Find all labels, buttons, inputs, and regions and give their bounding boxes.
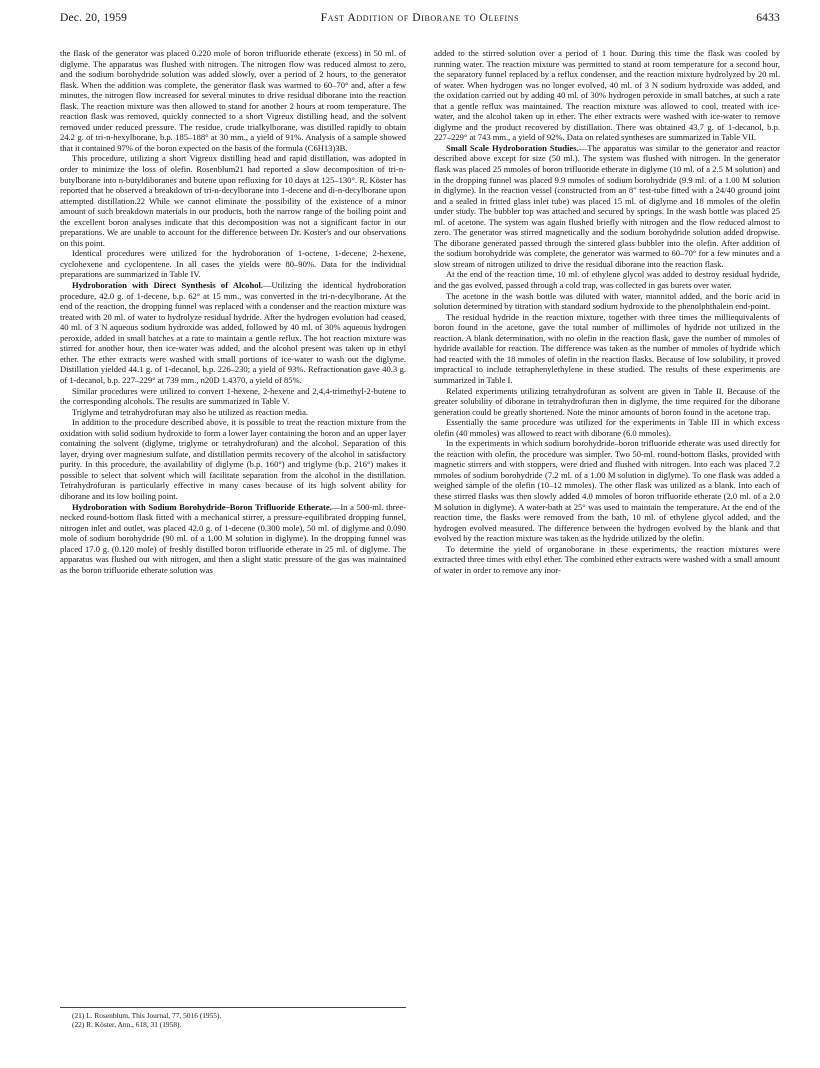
paragraph <box>60 502 406 576</box>
paragraph <box>434 269 780 290</box>
running-head <box>60 12 780 28</box>
paragraph <box>434 48 780 143</box>
paragraph-text: The residual hydride in the reaction mixture, together with three times the milliequivalents of boron found in the acetone, gave the total number of millimoles of hydride not utilized in the reaction. A blank determination, with no olefin in the reaction flask, gave the number of mmoles of hydride available for reaction. The difference was taken as the number of mmoles of hydride which had reacted with the 18 mmoles of olefin in the reaction flasks. Because of low solubility, it proved impractical to include tetraphenylethylene in these studied. The results of these experiments are summarized in Table I. <box>434 311 780 385</box>
page-number: 6433 <box>756 12 780 24</box>
footnote: (22) R. Köster, Ann., 618, 31 (1958). <box>72 1020 182 1030</box>
paragraph <box>434 438 780 543</box>
paragraph <box>60 386 406 407</box>
paragraph <box>60 48 406 153</box>
journal-page <box>60 0 780 1068</box>
paragraph <box>434 143 780 270</box>
footnote: (21) L. Rosenblum, This Journal, 77, 5016 (1955). <box>72 1011 222 1020</box>
issue-date: Dec. 20, 1959 <box>60 12 128 24</box>
paragraph-text: This procedure, utilizing a short Vigreux distilling head and rapid distillation, was adopted in order to minimize the loss of olefin. Rosenblum21 had reported a slow decomposition of tri-n-butylborane into n-butyldiboranes and butene upon refluxing for 10 days at 125–130°. R. Köster has reported that he observed a breakdown of tri-n-decylborane into 1-decene and di-n-decylborane upon attempted distillation.22 While we cannot eliminate the possibility of the existence of a minor amount of such breakdown materials in our products, both the narrow range of the boiling point and the excellent boron analyses indicate that this decomposition was not a significant factor in our preparations. We are unable to account for the difference between Dr. Koster's and our observations on this point. <box>60 153 407 248</box>
paragraph <box>60 407 406 418</box>
section-run-in-heading: Hydroboration with Direct Synthesis of Alcohol. <box>72 280 263 291</box>
paragraph-text: the flask of the generator was placed 0.220 mole of boron trifluoride etherate (excess) in 50 ml. of diglyme. The apparatus was flushed with nitrogen. The nitrogen flow was reduced almost to zero, and the sodium borohydride solution was added slowly, over a period of 2 hours, to the generator flask. When the addition was complete, the generator flask was warmed to 60–70° and, after a few minutes, the nitrogen flow increased for several minutes to drive residual diborane into the reaction flask. The reaction mixture was then allowed to stand for another 2 hours at room temperature. The reaction flask was removed, quickly connected to a short Vigreux distilling head, and the solvent removed under reduced pressure. The residue, crude trialkylborane, was distilled rapidly to obtain 24.2 g. of tri-n-hexylborane, b.p. 185–188° at 30 mm., a yield of 91%. Analysis of a sample showed that it contained 97% of the boron expected on the basis of the formula (C6H13)3B. <box>60 48 406 153</box>
section-run-in-heading: Small Scale Hydroboration Studies. <box>446 142 579 153</box>
running-title: Fast Addition of Diborane to Olefins <box>320 12 520 24</box>
paragraph <box>434 417 780 438</box>
paragraph <box>60 153 406 248</box>
paragraph-text: added to the stirred solution over a period of 1 hour. During this time the flask was cooled by running water. The reaction mixture was permitted to stand at room temperature for a second hour, the separatory funnel replaced by a reflux condenser, and the reaction mixture hydrolyzed by 20 ml. of water. When hydrogen was no longer evolved, 40 ml. of 3 N sodium hydroxide was added, and the oxidation carried out by adding 40 ml. of 30% hydrogen peroxide in small batches, at such a rate that a gentle reflux was maintained. The reaction mixture was allowed to cool, treated with ice-water, and the alcohol taken up in ether. The ether extracts were washed with ice-water to remove diglyme and the product recovered by distillation. There was obtained 43.7 g. of 1-decanol, b.p. 227–229° at 743 mm., a yield of 92%. Data on related syntheses are summarized in Table VII. <box>434 48 780 143</box>
paragraph-text: The acetone in the wash bottle was diluted with water, mannitol added, and the boric acid in solution determined by titration with standard sodium hydroxide to the phenolphthalein end-point. <box>434 290 780 312</box>
paragraph-text: Triglyme and tetrahydrofuran may also be utilized as reaction media. <box>72 406 309 417</box>
paragraph <box>60 248 406 280</box>
paragraph-text: Essentially the same procedure was utilized for the experiments in Table III in which excess olefin (40 mmoles) was allowed to react with diborane (6.0 mmoles). <box>434 417 780 438</box>
paragraph <box>60 417 406 501</box>
paragraph-text: Related experiments utilizing tetrahydrofuran as solvent are given in Table II. Because of the greater solubility of diborane in tetrahydrofuran then in diglyme, the time required for the diborane generation could be greatly shortened. Note the minor amounts of boron found in the acetone trap. <box>434 385 780 417</box>
paragraph-text: —The apparatus was similar to the generator and reactor described above except for size (50 ml.). The system was flushed with nitrogen. In the generator flask was placed 25 mmoles of boron trifluoride etherate in diglyme (10 ml. of a 2.5 M solution) and in the dropping funnel was placed 9.9 mmoles of sodium borohydride (9.9 ml. of a 1.00 M solution in diglyme). In the reaction vessel (constructed from an 8″ test-tube fitted with a 24/40 ground joint and a sealed in fritted glass inlet tube) was placed 15 ml. of diglyme and 18 mmoles of the olefin under study. The bubbler top was attached and secured by springs. In the wash bottle was placed 25 ml. of acetone. The system was again flushed briefly with nitrogen and the flow reduced almost to zero. The generator was stirred magnetically and the sodium borohydride solution added dropwise. The diborane generated passed through the sintered glass bubbler into the olefin. After addition of the sodium borohydride was complete, the generator was warmed to 60–70° for a few minutes and a slow stream of nitrogen utilized to drive the residual diborane into the reaction flask. <box>434 142 781 269</box>
paragraph-text: —Utilizing the identical hydroboration procedure, 42.0 g. of 1-decene, b.p. 62° at 15 mm., was converted in the tri-n-decylborane. At the end of the reaction, the dropping funnel was replaced with a condenser and the reaction mixture was treated with 20 ml. of water to hydrolyze residual hydride. After the hydrogen evolution had ceased, 40 ml. of 3 N aqueous sodium hydroxide was added, followed by 40 ml. of 30% aqueous hydrogen peroxide, added in small batches at a rate to maintain a gentle reflux. The hot reaction mixture was stirred for another hour, then ice-water was added, and the alcohol present was taken up in ethyl ether. The ether extracts were washed with small portions of ice-water to wash out the diglyme. Distillation yielded 44.1 g. of 1-decanol, b.p. 226–230; a yield of 93%. Refractionation gave 40.3 g. of 1-decanol, b.p. 227–229° at 739 mm., n20D 1.4370, a yield of 85%. <box>60 280 406 385</box>
paragraph-text: Similar procedures were utilized to convert 1-hexene, 2-hexene and 2,4,4-trimethyl-2-butene to the corresponding alcohols. The results are summarized in Table V. <box>60 385 406 407</box>
paragraph <box>434 312 780 386</box>
left-column <box>60 48 406 575</box>
paragraph-text: —In a 500-ml. three-necked round-bottom flask fitted with a mechanical stirrer, a pressure-equilibrated dropping funnel, nitrogen inlet and outlet, was placed 42.0 g. of 1-decene (0.300 mole), 50 ml. of diglyme and 0.090 mole of sodium borohydride (90 ml. of a 1.00 M solution in diglyme). In the dropping funnel was placed 17.0 g. (0.120 mole) of freshly distilled boron trifluoride etherate in 25 ml. of diglyme. The apparatus was flushed out with nitrogen, and then a slight static pressure of the gas was maintained as the boron trifluoride etherate solution was <box>60 501 407 575</box>
footnotes <box>60 1007 406 1029</box>
paragraph-text: At the end of the reaction time, 10 ml. of ethylene glycol was added to destroy residual hydride, and the gas evolved, passed through a cold trap, was collected in gas burets over water. <box>434 269 780 291</box>
paragraph-text: In the experiments in which sodium borohydride–boron trifluoride etherate was used directly for the reaction with olefin, the procedure was simpler. Two 50-ml. round-bottom flasks, provided with magnetic stirrers and with stoppers, were dried and flushed with nitrogen. Into each was placed 7.2 mmoles of sodium borohydride (7.2 ml. of a 1.00 M solution in diglyme). To one flask was added a weighed sample of the olefin (10–12 mmoles). The other flask was utilized as a blank. Into each of these stirred flasks was then slowly added 4.0 mmoles of boron trifluoride etherate (2.0 ml. of a 2.0 M solution in diglyme). A water-bath at 25° was used to maintain the temperature. At the end of the reaction time, the flasks were removed from the bath, 10 ml. of ethylene glycol added, and the hydrogen evolved measured. The difference between the hydrogen evolved by the blank and that evolved by the reaction mixture was taken as the hydride utilized by the olefin. <box>434 438 780 544</box>
paragraph <box>434 544 780 576</box>
paragraph-text: In addition to the procedure described above, it is possible to treat the reaction mixture from the oxidation with solid sodium hydroxide to form a lower layer containing the boron and an upper layer containing the solvent (diglyme, triglyme or tetrahydrofuran) and the alcohol. Separation of this layer, drying over magnesium sulfate, and distillation permits recovery of the alcohol in satisfactory purity. In this procedure, the availability of diglyme (b.p. 160°) and triglyme (b.p. 216°) makes it possible to select that solvent which will facilitate separation from the alcohol in the distillation. Tetrahydrofuran is particularly effective in many cases because of its high solvent ability for diborane and its low boiling point. <box>60 417 406 501</box>
right-column <box>434 48 780 575</box>
paragraph-text: To determine the yield of organoborane in these experiments, the reaction mixtures were extracted three times with ethyl ether. The combined ether extracts were washed with a small amount of water in order to remove any inor- <box>434 543 780 575</box>
paragraph-text: Identical procedures were utilized for the hydroboration of 1-octene, 1-decene, 2-hexene, cyclohexene and cyclopentene. In all cases the yields were 80–90%. Data for the individual preparations are summarized in Table IV. <box>60 248 406 280</box>
paragraph <box>60 280 406 385</box>
section-run-in-heading: Hydroboration with Sodium Borohydride–Boron Trifluoride Etherate. <box>72 501 332 512</box>
paragraph <box>434 386 780 418</box>
paragraph <box>434 291 780 312</box>
